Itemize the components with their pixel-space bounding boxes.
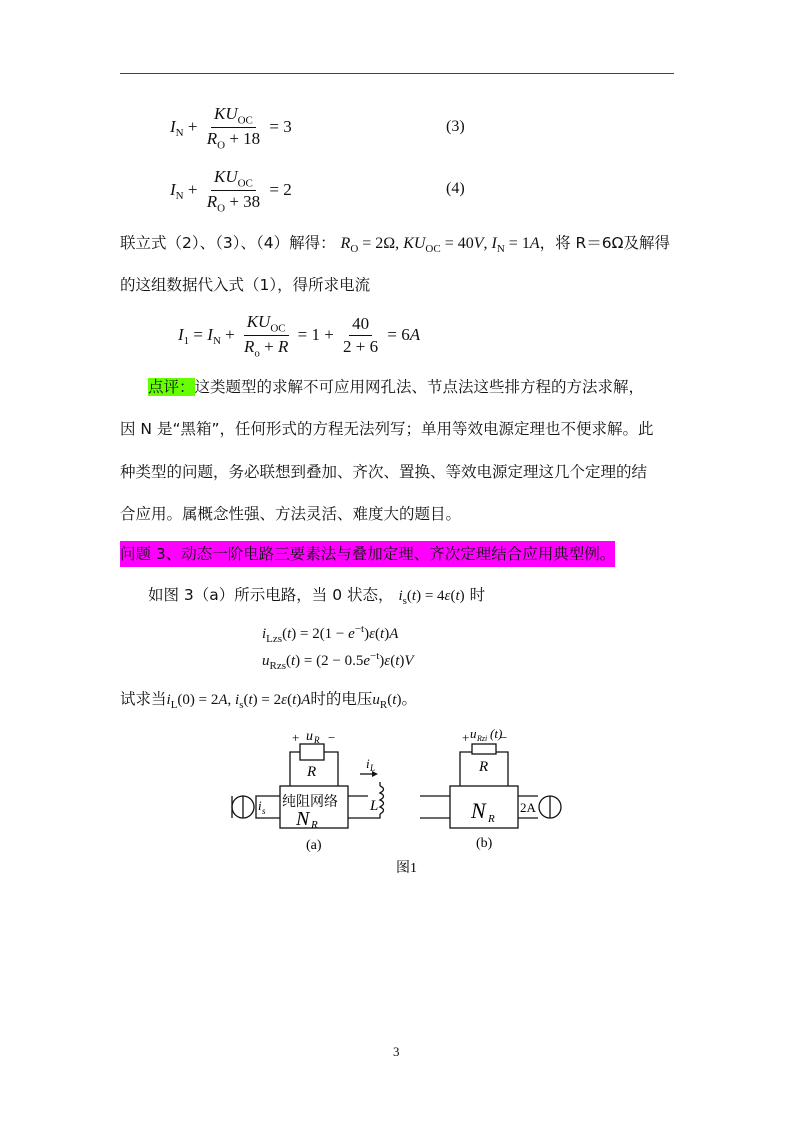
equation-4: $I_N$ + $\frac{KU_{OC}}{R_O + 38}$ = 2 xyxy=(170,167,292,215)
comment-line-1: 点评：这类题型的求解不可应用网孔法、节点法这些排方程的方法求解， xyxy=(148,378,645,396)
figure-caption: 图1 xyxy=(396,861,417,876)
plus-label-b: + xyxy=(462,730,470,745)
response-iL: $i_{Lzs}(t) = 2(1 - e^{-t})\varepsilon(t)A$ xyxy=(262,623,399,645)
question-line: 试求当$i_L(0) = 2A$, $i_s(t) = 2\varepsilon(t)A$时的电压$u_R(t)$。 xyxy=(120,690,417,711)
is-label: i xyxy=(258,798,262,813)
inductor-L xyxy=(380,786,384,814)
svg-text:R: R xyxy=(314,735,320,745)
problem-intro: 如图 3（a）所示电路，当 0 状态， $i_s(t) = 4\varepsilon(t)$ 时 xyxy=(148,586,486,607)
svg-text:s: s xyxy=(262,806,266,816)
problem-heading: 问题 3、动态一阶电路三要素法与叠加定理、齐次定理结合应用典型例。 xyxy=(120,541,615,567)
svg-text:(t): (t) xyxy=(490,726,503,741)
minus-label-a: − xyxy=(328,730,336,745)
comment-line-3: 种类型的问题，务必联想到叠加、齐次、置换、等效电源定理这几个定理的结 xyxy=(120,463,648,481)
resistor-R-a xyxy=(300,744,324,760)
equation-4-number: (4) xyxy=(446,180,465,197)
L-label: L xyxy=(370,798,379,814)
network-text: 纯阻网络 xyxy=(282,795,338,810)
svg-text:R: R xyxy=(488,813,495,825)
response-uR: $u_{Rzs}(t) = (2 - 0.5e^{-t})\varepsilon(t)V$ xyxy=(262,650,414,672)
comment-label: 点评： xyxy=(148,378,195,396)
label-a: (a) xyxy=(306,838,322,853)
circuit-figure xyxy=(220,724,570,884)
solve-line-2: 的这组数据代入式（1），得所求电流 xyxy=(120,276,371,294)
uRzi-label: u xyxy=(470,726,477,741)
NR-label-b: N xyxy=(471,798,486,823)
equation-3-number: (3) xyxy=(446,118,465,135)
page-number: 3 xyxy=(393,1044,400,1059)
svg-text:R: R xyxy=(311,819,318,831)
R-label-a: R xyxy=(307,764,317,780)
resistor-R-b xyxy=(472,744,496,754)
uR-label: u xyxy=(306,729,313,744)
R-label-b: R xyxy=(479,759,489,775)
plus-label-a: + xyxy=(292,730,300,745)
equation-3: $I_N$ + $\frac{KU_{OC}}{R_O + 18}$ = 3 xyxy=(170,104,292,152)
NR-label-a: N xyxy=(296,808,310,830)
svg-text:Rzi: Rzi xyxy=(477,734,488,743)
iL-label: i xyxy=(366,756,370,771)
minus-label-b: − xyxy=(500,730,508,745)
source-2A-label: 2A xyxy=(520,800,536,815)
solve-line: 联立式（2）、（3）、（4）解得： $R_O = 2\Omega$, $KU_{OC} = 40V$, $I_N = 1A$，将 R＝6Ω及解得 xyxy=(120,234,671,256)
final-current-equation: $I_1 = I_N$ + $\frac{KU_{OC}}{R_o + R}$ = 1 + $\frac{40}{2 + 6}$ = 6A xyxy=(178,312,421,360)
comment-line-4: 合应用。属概念性强、方法灵活、难度大的题目。 xyxy=(120,505,462,523)
header-rule xyxy=(120,73,674,74)
label-b: (b) xyxy=(476,836,493,851)
comment-line-2: 因 N 是“黑箱”，任何形式的方程无法列写；单用等效电源定理也不便求解。此 xyxy=(120,420,654,438)
svg-text:L: L xyxy=(370,763,376,773)
